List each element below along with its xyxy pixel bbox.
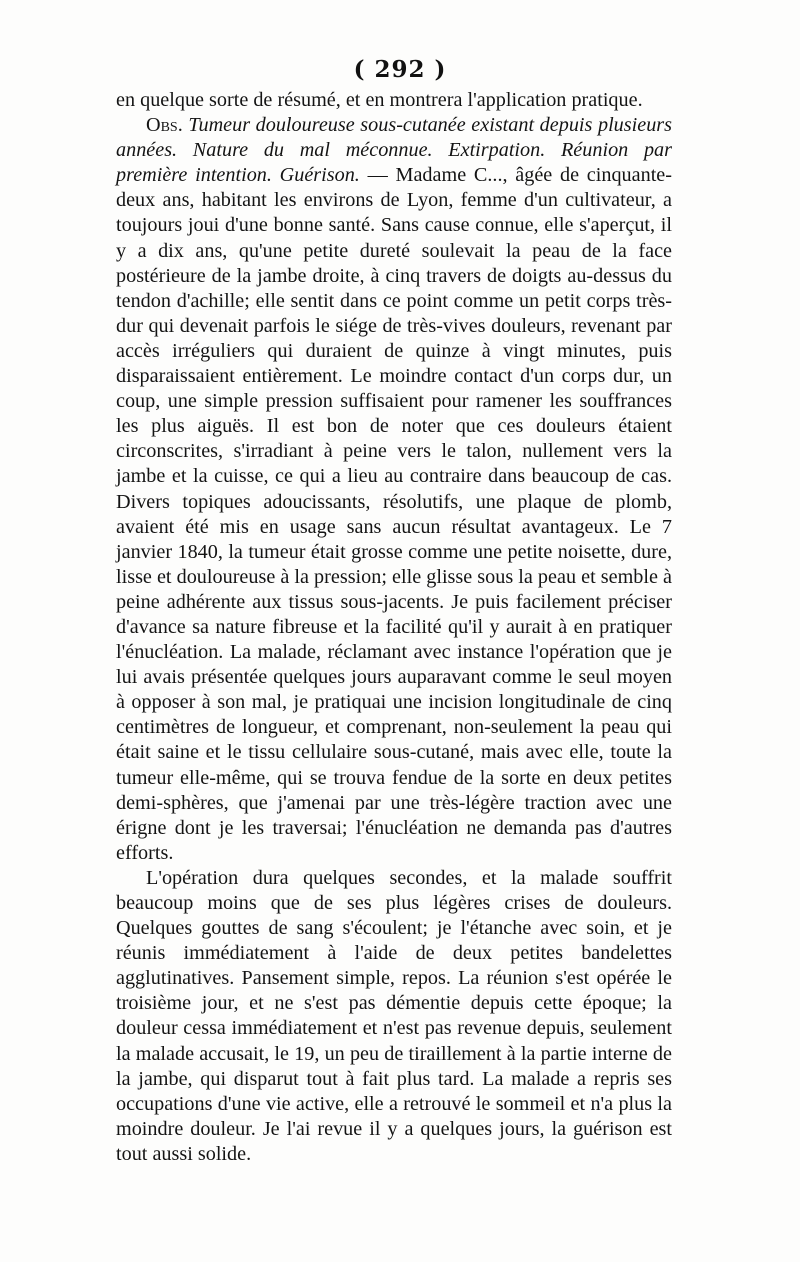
observation-label: Obs. — [146, 114, 183, 137]
observation-title: Tumeur douloureuse sous-cutanée existant depuis plusieurs années. Nature du mal méconnue. Extirpation. Réunion par première intention. Guérison. — [116, 114, 673, 187]
observation-body: — Madame C..., âgée de cinquante-deux ans, habitant les environs de Lyon, femme d'un cultivateur, a toujours joui d'une bonne santé. Sans cause connue, elle s'aperçut, il y a dix ans, qu'une petite dureté soulevait la peau de la face postérieure de la jambe droite, à cinq travers de doigts au-dessus du tendon d'achille; elle sentit dans ce point comme un petit corps très-dur qui devenait parfois le siége de très-vives douleurs, revenant par accès irréguliers qui duraient de quinze à vingt minutes, puis disparaissaient entièrement. Le moindre contact d'un corps dur, un coup, une simple pression suffisaient pour ramener les souffrances les plus aiguës. Il est bon de noter que ces douleurs étaient circonscrites, s'irradiant à peine vers le talon, nullement vers la jambe et la cuisse, ce qui a lieu au contraire dans beaucoup de cas. Divers topiques adoucissants, résolutifs, une plaque de plomb, avaient été mis en usage sans aucun résultat avantageux. Le 7 janvier 1840, la tumeur était grosse comme une petite noisette, dure, lisse et douloureuse à la pression; elle glisse sous la peau et semble à peine adhérente aux tissus sous-jacents. Je puis facilement préciser d'avance sa nature fibreuse et la facilité qu'il y aurait à en pratiquer l'énucléation. La malade, réclamant avec instance l'opération que je lui avais présentée quelques jours auparavant comme le seul moyen à opposer à son mal, je pratiquai une incision longitudinale de cinq centimètres de longueur, et comprenant, non-seulement la peau qui était saine et le tissu cellulaire sous-cutané, mais avec elle, toute la tumeur elle-même, qui se trouva fendue de la sorte en deux petites demi-sphères, que j'amenai par une très-légère traction avec une érigne dont je les traversai; l'énucléation ne demanda pas d'autres efforts. — [116, 164, 672, 864]
observation-paragraph — [116, 113, 672, 866]
intro-line: en quelque sorte de résumé, et en montrera l'application pratique. — [116, 89, 643, 111]
page-number: ( 292 ) — [353, 56, 447, 83]
body-text — [116, 88, 672, 1167]
operation-paragraph: L'opération dura quelques secondes, et la malade souffrit beaucoup moins que de ses plus légères crises de douleurs. Quelques gouttes de sang s'écoulent; je l'étanche avec soin, et je réunis immédiatement à l'aide de deux petites bandelettes agglutinatives. Pansement simple, repos. La réunion s'est opérée le troisième jour, et ne s'est pas démentie depuis cette époque; la douleur cessa immédiatement et n'est pas revenue depuis, seulement la malade accusait, le 19, un peu de tiraillement à la partie interne de la jambe, qui disparut tout à fait plus tard. La malade a repris ses occupations d'une vie active, elle a retrouvé le sommeil et n'a plus la moindre douleur. Je l'ai revue il y a quelques jours, la guérison est tout aussi solide. — [116, 866, 672, 1165]
